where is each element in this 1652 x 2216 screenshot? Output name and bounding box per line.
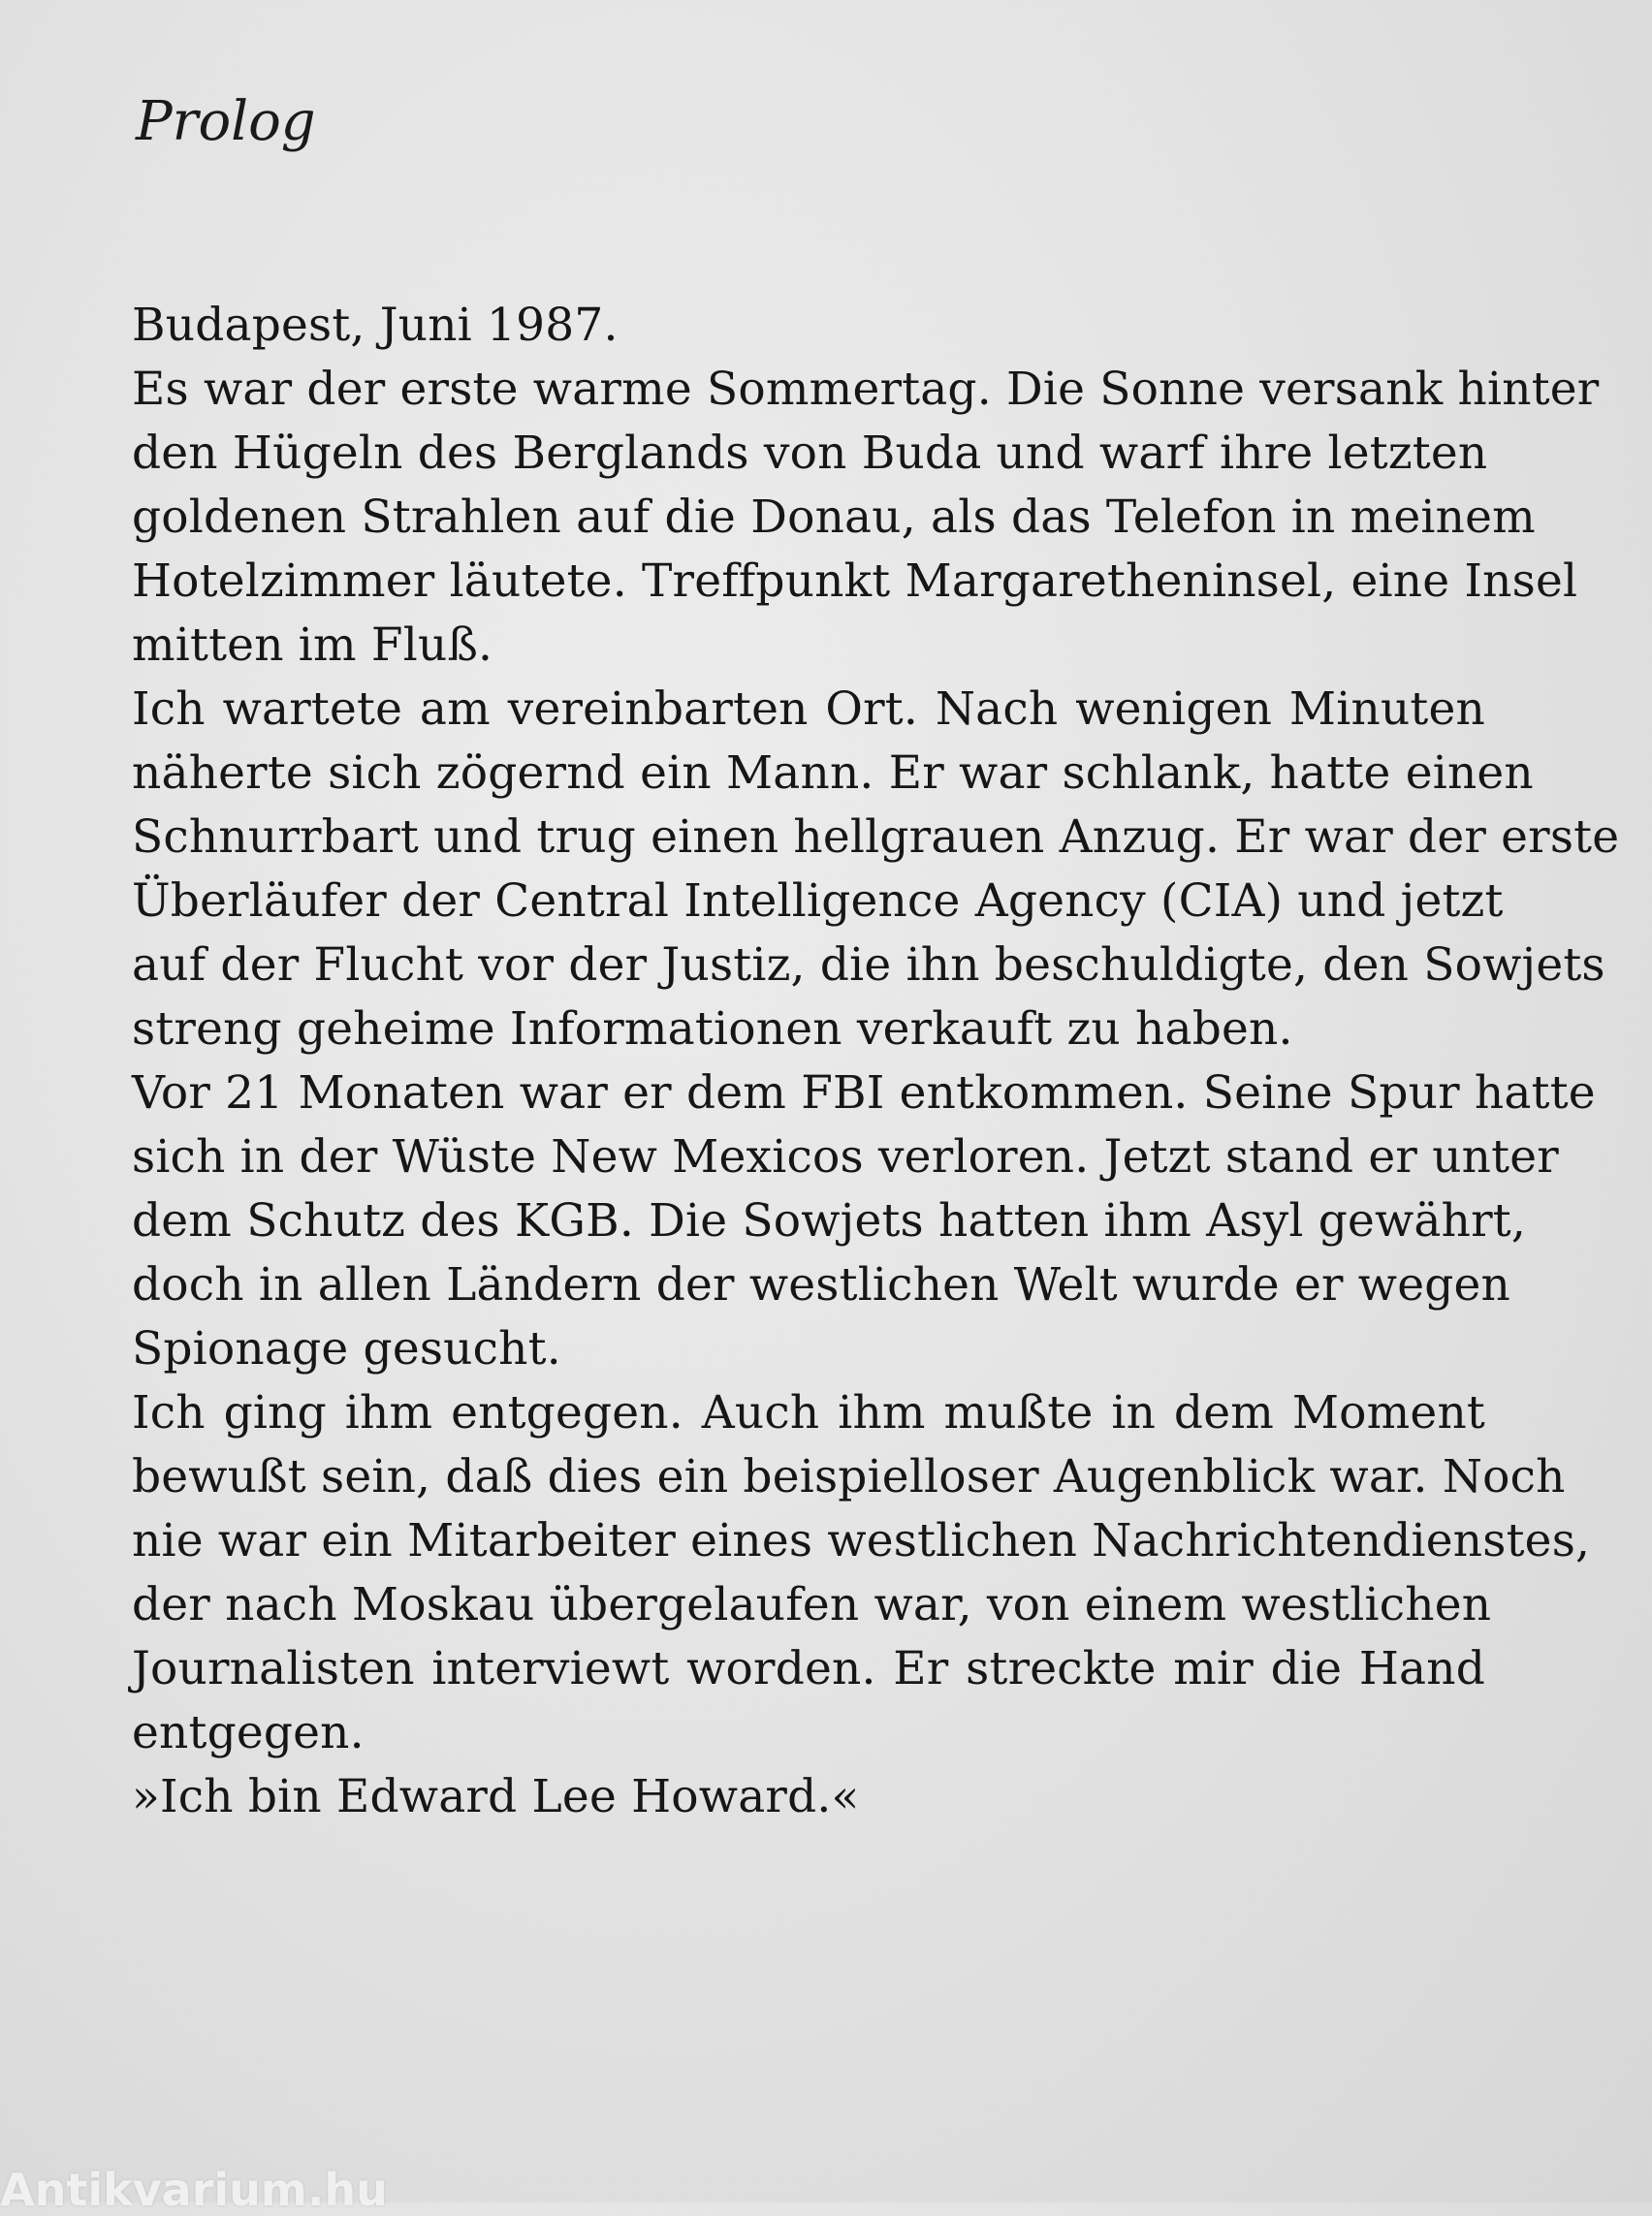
body-text — [132, 294, 1620, 1829]
text-line: Schnurrbart und trug einen hellgrauen Anzug. Er war der erste — [132, 810, 1620, 864]
watermark-logo: Antikvarium.hu — [0, 2164, 388, 2216]
text-line: Überläufer der Central Intelligence Agency (CIA) und jetzt — [132, 874, 1504, 928]
text-line: auf der Flucht vor der Justiz, die ihn beschuldigte, den Sowjets — [132, 938, 1605, 992]
text-line: der nach Moskau übergelaufen war, von einem westlichen — [132, 1578, 1492, 1631]
text-line: Journalisten interviewt worden. Er streckte mir die Hand — [132, 1642, 1485, 1695]
text-line: »Ich bin Edward Lee Howard.« — [132, 1770, 860, 1823]
text-line: Vor 21 Monaten war er dem FBI entkommen. Seine Spur hatte — [132, 1066, 1596, 1120]
text-line: sich in der Wüste New Mexicos verloren. Jetzt stand er unter — [132, 1130, 1559, 1184]
text-line: Ich ging ihm entgegen. Auch ihm mußte in dem Moment — [132, 1386, 1485, 1440]
text-line: Hotelzimmer läutete. Treffpunkt Margaretheninsel, eine Insel — [132, 554, 1578, 608]
text-line: den Hügeln des Berglands von Buda und warf ihre letzten — [132, 427, 1488, 480]
text-line: Spionage gesucht. — [132, 1322, 561, 1376]
text-line: entgegen. — [132, 1706, 365, 1759]
text-line: doch in allen Ländern der westlichen Welt wurde er wegen — [132, 1258, 1510, 1312]
text-line: goldenen Strahlen auf die Donau, als das Telefon in meinem — [132, 491, 1536, 544]
text-line: dem Schutz des KGB. Die Sowjets hatten ihm Asyl gewährt, — [132, 1194, 1527, 1248]
chapter-heading: Prolog — [136, 90, 316, 153]
text-line: Budapest, Juni 1987. — [132, 299, 619, 352]
text-line: Es war der erste warme Sommertag. Die Sonne versank hinter — [132, 363, 1600, 416]
text-line: Ich wartete am vereinbarten Ort. Nach wenigen Minuten — [132, 682, 1485, 736]
text-line: nie war ein Mitarbeiter eines westlichen Nachrichtendienstes, — [132, 1514, 1591, 1567]
text-line: mitten im Fluß. — [132, 618, 493, 672]
text-line: bewußt sein, daß dies ein beispielloser Augenblick war. Noch — [132, 1450, 1566, 1504]
text-line: näherte sich zögernd ein Mann. Er war schlank, hatte einen — [132, 746, 1534, 800]
text-line: streng geheime Informationen verkauft zu haben. — [132, 1002, 1293, 1056]
